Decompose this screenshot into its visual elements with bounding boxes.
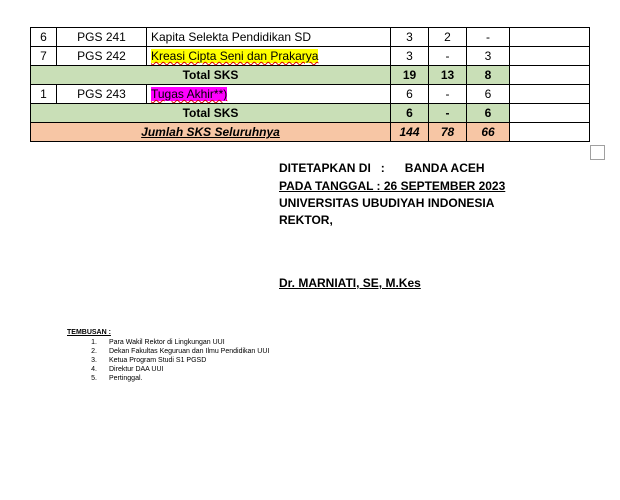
table-end-marker[interactable] — [590, 145, 605, 160]
ditetapkan-value: BANDA ACEH — [404, 161, 485, 175]
university-name: UNIVERSITAS UBUDIYAH INDONESIA — [279, 196, 495, 210]
signatory-name: Dr. MARNIATI, SE, M.Kes — [279, 276, 421, 290]
row-number: 1 — [31, 85, 57, 104]
list-item — [67, 338, 269, 347]
curriculum-table — [30, 27, 590, 142]
list-number: 3. — [91, 357, 97, 364]
practice-total: 8 — [467, 66, 510, 85]
sks-grand-total: 144 — [391, 123, 429, 142]
sks-total: 6 — [391, 104, 429, 123]
table-row — [31, 85, 590, 104]
total-row — [31, 66, 590, 85]
grand-total-label-cell — [31, 123, 391, 142]
empty-cell — [510, 66, 590, 85]
list-number: 5. — [91, 375, 97, 382]
course-code: PGS 243 — [57, 85, 147, 104]
sks-value: 3 — [391, 28, 429, 47]
sks-value: 3 — [391, 47, 429, 66]
theory-total: 13 — [429, 66, 467, 85]
row-number: 6 — [31, 28, 57, 47]
list-number: 2. — [91, 348, 97, 355]
course-name: Tugas Akhir**) — [151, 87, 228, 101]
course-code: PGS 242 — [57, 47, 147, 66]
row-number: 7 — [31, 47, 57, 66]
practice-value: 3 — [467, 47, 510, 66]
list-number: 1. — [91, 339, 97, 346]
practice-value: - — [467, 28, 510, 47]
list-item — [67, 356, 269, 365]
list-text: Para Wakil Rektor di Lingkungan UUI — [109, 339, 225, 346]
position-title: REKTOR, — [279, 213, 333, 227]
empty-cell — [510, 28, 590, 47]
theory-total: - — [429, 104, 467, 123]
grand-total-label: Jumlah SKS Seluruhnya — [141, 125, 280, 139]
ditetapkan-line — [279, 161, 485, 175]
total-label: Total SKS — [31, 104, 391, 123]
list-item — [67, 365, 269, 374]
list-item — [67, 374, 269, 383]
tembusan-list — [67, 338, 269, 383]
empty-cell — [510, 85, 590, 104]
practice-value: 6 — [467, 85, 510, 104]
table-row — [31, 47, 590, 66]
list-text: Pertinggal. — [109, 375, 143, 382]
list-item — [67, 347, 269, 356]
practice-grand-total: 66 — [467, 123, 510, 142]
list-text: Ketua Program Studi S1 PGSD — [109, 357, 207, 364]
theory-value: - — [429, 47, 467, 66]
tembusan-title: TEMBUSAN : — [67, 329, 111, 336]
sks-total: 19 — [391, 66, 429, 85]
course-name-cell — [147, 85, 391, 104]
table-row — [31, 28, 590, 47]
empty-cell — [510, 123, 590, 142]
theory-value: 2 — [429, 28, 467, 47]
list-number: 4. — [91, 366, 97, 373]
ditetapkan-label: DITETAPKAN DI — [279, 161, 371, 175]
course-name: Kapita Selekta Pendidikan SD — [147, 28, 391, 47]
course-name: Kreasi Cipta Seni dan Prakarya — [151, 49, 319, 63]
date-line: PADA TANGGAL : 26 SEPTEMBER 2023 — [279, 179, 506, 193]
total-label: Total SKS — [31, 66, 391, 85]
course-name-cell — [147, 47, 391, 66]
grand-total-row — [31, 123, 590, 142]
list-text: Dekan Fakultas Keguruan dan Ilmu Pendidikan UUI — [109, 348, 270, 355]
list-text: Direktur DAA UUI — [109, 366, 164, 373]
total-row — [31, 104, 590, 123]
empty-cell — [510, 47, 590, 66]
theory-value: - — [429, 85, 467, 104]
practice-total: 6 — [467, 104, 510, 123]
theory-grand-total: 78 — [429, 123, 467, 142]
ditetapkan-separator: : — [380, 161, 385, 175]
course-code: PGS 241 — [57, 28, 147, 47]
empty-cell — [510, 104, 590, 123]
sks-value: 6 — [391, 85, 429, 104]
